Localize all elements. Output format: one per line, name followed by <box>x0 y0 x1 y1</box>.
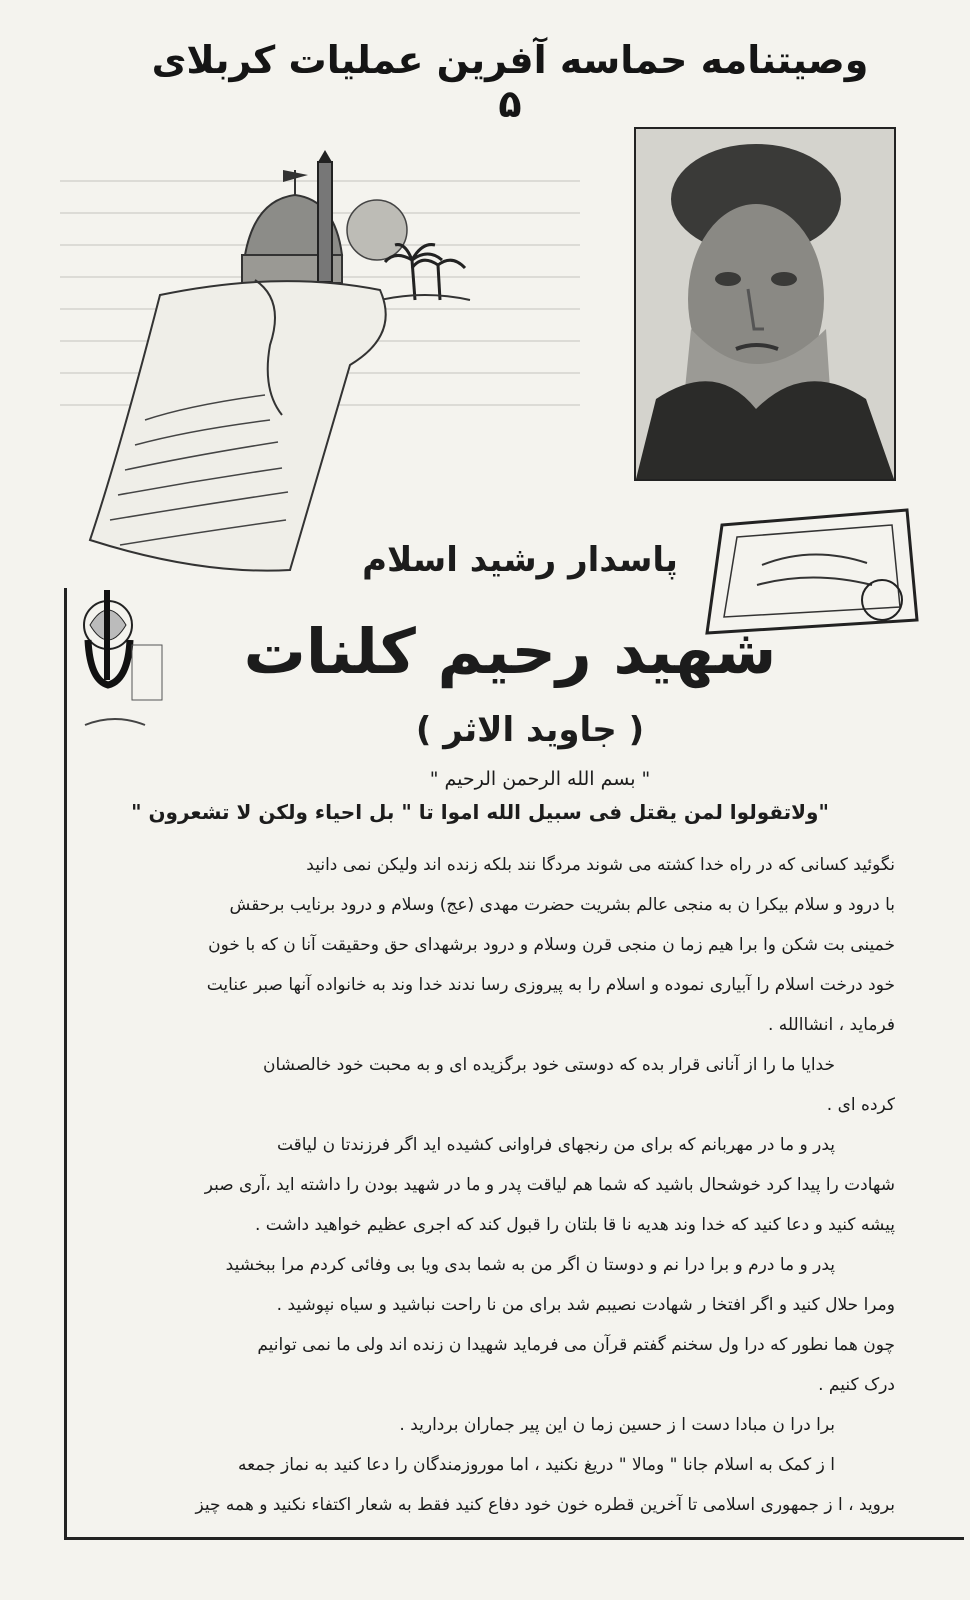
testament-body <box>95 845 895 1525</box>
quran-verse: "ولاتقولوا لمن یقتل فی سبیل الله اموا تا " بل احیاء ولکن لا تشعرون " <box>131 800 829 824</box>
body-line: کرده ای . <box>826 1095 895 1115</box>
body-line: نگوئید کسانی که در راه خدا کشته می شوند مردگا نند بلکه زنده اند ولیکن نمی دانید <box>306 855 895 875</box>
body-line: خدایا ما را از آنانی قرار بده که دوستی خود برگزیده ای و به محبت خود خالصشان <box>262 1055 835 1075</box>
bottom-border-rule <box>64 1537 964 1540</box>
shrine-scroll-illustration <box>50 150 500 590</box>
martyr-name: شهید رحیم کلنات <box>243 615 777 688</box>
body-line: با درود و سلام بیکرا ن به منجی عالم بشریت حضرت مهدی (عج) وسلام و درود برنایب برحقش <box>229 895 895 915</box>
body-line: پدر و ما در مهربانم که برای من رنجهای فراوانی کشیده اید اگر فرزندتا ن لیاقت <box>276 1135 835 1155</box>
body-line: ومرا حلال کنید و اگر افتخا ر شهادت نصیبم شد برای من نا راحت نباشید و سیاه نپوشید . <box>276 1295 895 1315</box>
left-border-rule <box>64 588 67 1540</box>
body-line: درک کنیم . <box>818 1375 895 1395</box>
body-line: چون هما نطور که درا ول سخنم گفتم قرآن می فرماید شهیدا ن زنده اند ولی ما نمی توانیم <box>257 1335 895 1355</box>
body-line: شهادت را پیدا کرد خوشحال باشید که شما هم لیاقت پدر و ما در شهید بودن را داشته اید ،آری صبر <box>204 1175 895 1195</box>
status-label: ( جاوید الاثر ) <box>415 710 645 750</box>
body-line: پیشه کنید و دعا کنید که خدا وند هدیه نا قا بلتان را قبول کند که اجری عظیم خواهید داشت . <box>255 1215 895 1235</box>
page-title: وصیتنامه حماسه آفرین عملیات کربلای ۵ <box>151 38 869 126</box>
body-line: فرماید ، انشاالله . <box>768 1015 895 1035</box>
basmala: " بسم الله الرحمن الرحیم " <box>429 768 651 790</box>
body-line: خمینی بت شکن وا برا هیم زما ن منجی قرن وسلام و درود برشهدای حق وحقیقت آنا ن که با خون <box>208 935 895 955</box>
body-line: بروید ، ا ز جمهوری اسلامی تا آخرین قطره خون خود دفاع کنید فقط به شعار اکتفاء نکنید و همه چیز <box>195 1495 895 1515</box>
irgc-emblem-logo <box>70 585 165 750</box>
body-line: ا ز کمک به اسلام جانا " ومالا " دریغ نکنید ، اما موروزمندگان را دعا کنید به نماز جمعه <box>238 1455 835 1475</box>
subtitle: پاسدار رشید اسلام <box>362 540 678 580</box>
body-line: پدر و ما درم و برا درا نم و دوستا ن اگر من به شما بدی ویا بی وفائی کردم مرا ببخشید <box>225 1255 835 1275</box>
body-line: برا درا ن مبادا دست ا ز حسین زما ن این پیر جماران بردارید . <box>399 1415 835 1435</box>
martyr-portrait-photo <box>634 127 896 481</box>
body-line: خود درخت اسلام را آبیاری نموده و اسلام را به پیروزی رسا ندند خدا وند به خانواده آنها صبر عنایت <box>206 975 895 995</box>
